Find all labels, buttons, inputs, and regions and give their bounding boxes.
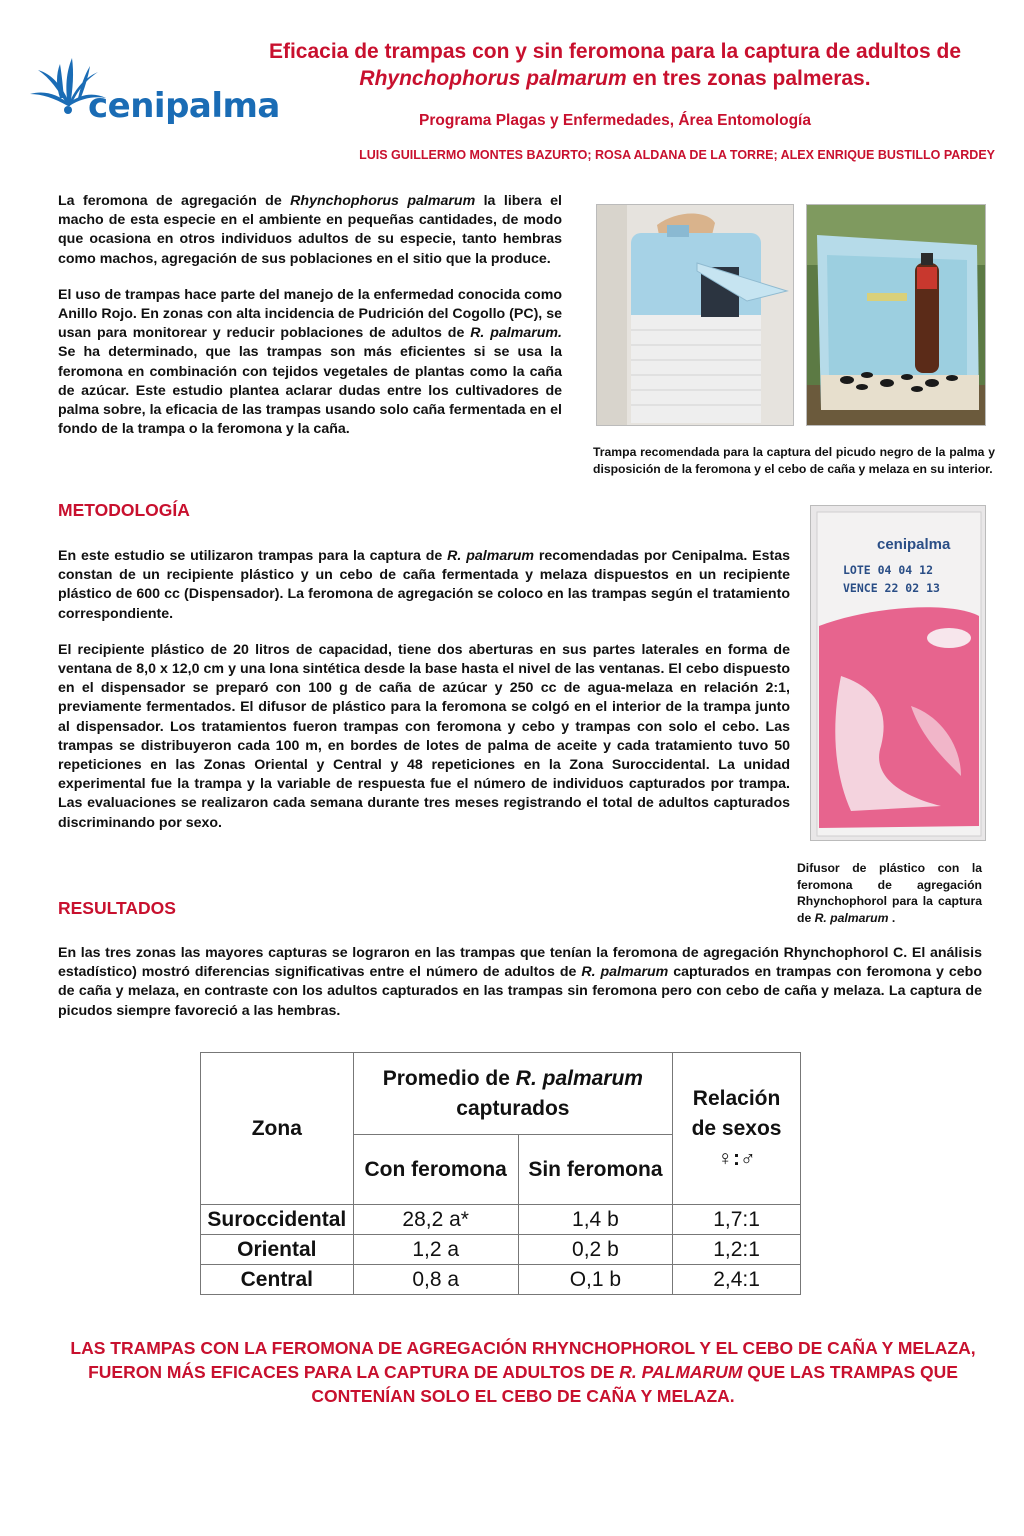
row-rel: 1,7:1 (673, 1205, 801, 1235)
header-relacion (673, 1053, 801, 1205)
table-row (201, 1205, 801, 1235)
header-zona: Zona (201, 1053, 354, 1205)
row-con: 0,8 a (353, 1265, 518, 1295)
methodology-section (58, 547, 790, 833)
table-row (201, 1265, 801, 1295)
trap-caption-text: Trampa recomendada para la captura del picudo negro de la palma y disposición de la feromona y el cebo de caña y melaza en su interior. (593, 445, 995, 476)
table-row (201, 1235, 801, 1265)
row-con: 28,2 a* (353, 1205, 518, 1235)
row-zona: Oriental (201, 1235, 354, 1265)
methodology-paragraph-2: El recipiente plástico de 20 litros de capacidad, tiene dos aberturas en sus partes laterales en forma de ventana de 8,0 x 12,0 cm y una lona sintética desde la base hasta el nivel de las ventanas. El cebo dispuesto en el dispensador se preparó con 100 g de caña de azúcar y 250 cc de agua-melaza en relación 2:1, previamente fermentados. El difusor de plástico para la feromona se colgó en el interior de la trampa junto al dispensador. Los tratamientos fueron trampas con feromona y cebo y trampas con solo el cebo. Las trampas se distribuyeron cada 100 m, en bordes de lotes de palma de aceite y cada tratamiento tuvo 50 repeticiones en las Zonas Oriental y Central y 48 repeticiones en la Zona Suroccidental. La unidad experimental fue la trampa y la variable de respuesta fue el número de individuos capturados por trampa. Las evaluaciones se realizaron cada semana durante tres meses registrando el total de adultos capturados discriminando por sexo. (58, 641, 790, 831)
diffuser-caption-species: R. palmarum (814, 910, 889, 925)
trap-interior-photo (806, 204, 986, 426)
title-line-1: Eficacia de trampas con y sin feromona para la captura de adultos de (268, 40, 962, 63)
header-promedio-b: capturados (456, 1096, 570, 1120)
program-subtitle: Programa Plagas y Enfermedades, Área Entomología (419, 112, 811, 129)
intro-p1-species: Rhynchophorus palmarum (290, 193, 476, 209)
diffuser-lote: LOTE 04 04 12 (843, 563, 934, 577)
trap-interior-illustration (807, 205, 986, 426)
intro-paragraph-1 (58, 192, 562, 269)
header-promedio (353, 1053, 672, 1135)
title-line-2-rest: en tres zonas palmeras. (626, 67, 871, 90)
trap-exterior-photo (596, 204, 794, 426)
diffuser-label (843, 536, 973, 595)
header-con-feromona: Con feromona (353, 1135, 518, 1205)
trap-photo-caption (593, 444, 995, 477)
row-rel: 2,4:1 (673, 1265, 801, 1295)
cenipalma-logo (28, 48, 280, 128)
intro-p2-text-a: El uso de trampas hace parte del manejo de la enfermedad conocida como Anillo Rojo. En zonas con alta incidencia de Pudrición del Cogollo (PC), se usan para monitorear y reducir poblaciones de adultos de (58, 286, 562, 342)
intro-p2-species: R. palmarum. (470, 325, 562, 342)
row-sin: 0,2 b (518, 1235, 672, 1265)
trap-exterior-illustration (597, 205, 794, 426)
method-p1-text-b: recomendadas por Cenipalma. Estas constan de un recipiente plástico y un cebo de caña fermentada y melaza dispuestos en un recipiente plástico de 600 cc (Dispensador). La feromona de agregación se coloco en las trampas según el tratamiento correspondiente. (58, 548, 790, 622)
diffuser-caption-b: . (888, 910, 896, 925)
conclusion-species: R. PALMARUM (619, 1362, 743, 1382)
header-sin-feromona: Sin feromona (518, 1135, 672, 1205)
header-relacion-2: de sexos (691, 1116, 782, 1140)
conclusion-b: QUE LAS TRAMPAS QUE CONTENÍAN SOLO EL CEBO DE CAÑA Y MELAZA. (311, 1362, 958, 1406)
diffuser-caption-a: Difusor de plástico con la feromona de agregación Rhynchophorol para la captura de (797, 861, 982, 925)
header-promedio-a: Promedio de (382, 1066, 516, 1090)
title-species: Rhynchophorus palmarum (359, 67, 627, 90)
results-section (58, 944, 982, 1021)
row-zona: Central (201, 1265, 354, 1295)
intro-paragraph-2 (58, 286, 562, 440)
authors-line: LUIS GUILLERMO MONTES BAZURTO; ROSA ALDANA DE LA TORRE; ALEX ENRIQUE BUSTILLO PARDEY (359, 148, 995, 162)
diffuser-photo (810, 505, 986, 841)
diffuser-vence: VENCE 22 02 13 (843, 581, 940, 595)
intro-p2-text-b: Se ha determinado, que las trampas son más eficientes si se usa la feromona en combinación con tejidos vegetales de plantas como la caña de azúcar. Este estudio plantea aclarar dudas entre los cultivadores de palma sobre, la eficacia de las trampas usando solo caña fermentada en el fondo de la trampa o la feromona y la caña. (58, 344, 562, 438)
conclusion-a: LAS TRAMPAS CON LA FEROMONA DE AGREGACIÓN RHYNCHOPHOROL Y EL CEBO DE CAÑA Y MELAZA, FUERON MÁS EFICACES PARA LA CAPTURA DE ADULTOS DE (70, 1338, 976, 1382)
header-relacion-3: ♀:♂ (717, 1146, 756, 1170)
logo-wordmark: cenipalma (88, 86, 280, 126)
method-p1-text-a: En este estudio se utilizaron trampas para la captura de (58, 548, 448, 564)
results-heading: RESULTADOS (58, 898, 176, 918)
title-line-2 (245, 65, 985, 92)
results-species: R. palmarum (581, 964, 669, 981)
methodology-heading: METODOLOGÍA (58, 500, 190, 520)
results-text-a: En las tres zonas las mayores capturas se lograron en las trampas que tenían la feromona de agregación Rhynchophorol C. El análisis estadístico) mostró diferencias significativas entre el número de adultos de (58, 945, 982, 981)
method-p1-species: R. palmarum (447, 548, 535, 564)
row-sin: O,1 b (518, 1265, 672, 1295)
conclusion-text (58, 1336, 988, 1408)
intro-p1-text-b: la libera el macho de esta especie en el ambiente en pequeñas cantidades, de modo que ocasiona en otros individuos adultos de su especie, tanto hembras como machos, agregación de sus poblaciones en el sitio que la produce. (58, 193, 562, 267)
diffuser-brand: cenipalma (877, 536, 951, 553)
header-promedio-species: R. palmarum (515, 1066, 643, 1090)
methodology-paragraph-1 (58, 547, 790, 624)
row-con: 1,2 a (353, 1235, 518, 1265)
intro-p1-text-a: La feromona de agregación de (58, 193, 291, 209)
row-sin: 1,4 b (518, 1205, 672, 1235)
row-rel: 1,2:1 (673, 1235, 801, 1265)
results-text-b: capturados en trampas con feromona y cebo de caña y melaza, en contraste con los adultos capturados en las trampas sin feromona pero con cebo de caña y melaza. La captura de picudos siempre favoreció a las hembras. (58, 964, 983, 1019)
results-paragraph (58, 944, 982, 1021)
intro-section (58, 192, 562, 439)
poster-title (245, 38, 985, 92)
row-zona: Suroccidental (201, 1205, 354, 1235)
header-relacion-1: Relación (692, 1086, 781, 1110)
diffuser-caption (797, 860, 982, 926)
diffuser-caption-text (797, 860, 982, 926)
results-table (200, 1052, 801, 1295)
